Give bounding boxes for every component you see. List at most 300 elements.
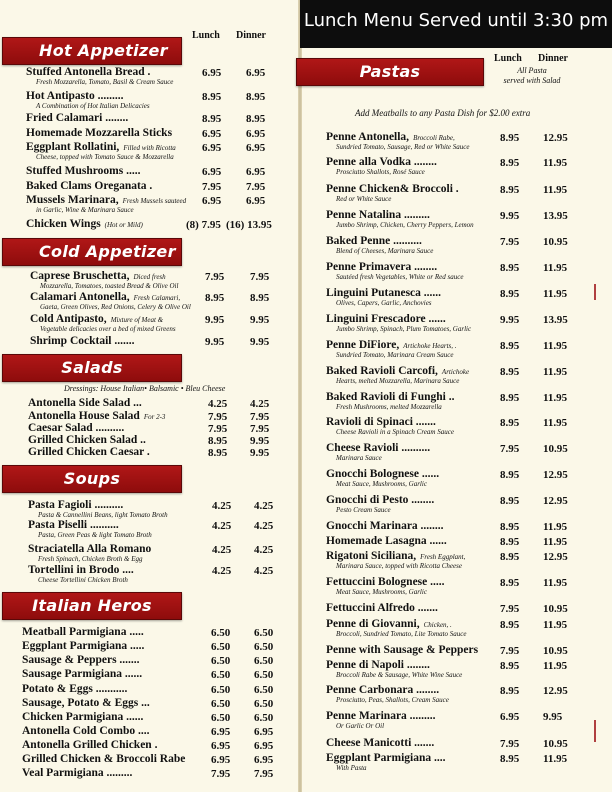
menu-item (326, 416, 454, 436)
item-description: Pasta & Cannellini Beans, light Tomato Broth (38, 511, 168, 519)
item-name (326, 183, 459, 195)
menu-item (28, 397, 142, 409)
lunch-price: 6.50 (211, 712, 231, 724)
menu-item (22, 739, 157, 751)
lunch-column-label: Lunch (192, 30, 220, 41)
dinner-price: 12.95 (543, 551, 568, 563)
item-name (326, 602, 438, 614)
item-name (26, 180, 152, 192)
lunch-price: 7.95 (202, 181, 222, 193)
item-name (28, 519, 152, 531)
item-description: in Garlic, Wine & Marinara Sauce (36, 206, 134, 214)
lunch-price: 8.95 (205, 292, 225, 304)
menu-item (326, 391, 454, 411)
lunch-price: 7.95 (500, 443, 520, 455)
dinner-price: 6.50 (254, 698, 274, 710)
lunch-price: 8.95 (500, 521, 520, 533)
item-description: Broccoli, Sundried Tomato, Lite Tomato Sauce (336, 630, 467, 638)
dinner-price: 6.50 (254, 641, 274, 653)
column-divider (298, 0, 302, 792)
dinner-price: 6.95 (246, 166, 266, 178)
item-name (26, 194, 186, 206)
item-title: Stuffed Antonella Bread . (26, 66, 151, 78)
item-title: Grilled Chicken Salad .. (28, 434, 146, 446)
menu-item (30, 291, 191, 311)
item-name (22, 668, 142, 680)
item-name (28, 422, 124, 434)
lunch-price: 7.95 (500, 603, 520, 615)
item-note: Artichoke Hearts, . (403, 342, 457, 350)
item-title: Baked Ravioli di Funghi .. (326, 391, 455, 403)
dinner-price: 11.95 (543, 340, 568, 352)
item-name (22, 711, 143, 723)
item-note: Artichoke (441, 368, 470, 376)
item-title: Gnocchi Marinara ........ (326, 520, 444, 532)
lunch-price: 6.95 (202, 67, 222, 79)
dinner-price: 13.95 (543, 314, 568, 326)
section-header-salads (2, 354, 182, 382)
lunch-price: 7.95 (211, 768, 231, 780)
menu-item (326, 183, 459, 203)
menu-item (28, 446, 150, 458)
dinner-price: 11.95 (543, 753, 568, 765)
item-description: Marinara Sauce, topped with Ricotta Cheese (336, 562, 462, 570)
item-name (326, 468, 439, 480)
lunch-price: 6.50 (211, 669, 231, 681)
lunch-price: 8.95 (500, 619, 520, 631)
item-description: Olives, Capers, Garlic, Anchovies (336, 299, 432, 307)
item-description: Cheese Tortellini Chicken Broth (38, 576, 128, 584)
item-name (30, 270, 178, 282)
menu-item (326, 131, 470, 151)
dinner-price: 4.25 (254, 520, 274, 532)
menu-item (26, 90, 150, 110)
menu-item (326, 235, 433, 255)
item-note: Fresh Calamari, (133, 294, 181, 302)
menu-item (22, 683, 127, 695)
dinner-price: 6.95 (246, 142, 266, 154)
item-name (326, 710, 436, 722)
menu-item (326, 339, 457, 359)
item-name (326, 287, 441, 299)
dinner-price: 4.25 (254, 500, 274, 512)
item-title: Eggplant Parmigiana ..... (22, 640, 145, 652)
lunch-price: 6.50 (211, 655, 231, 667)
menu-item (326, 365, 469, 385)
menu-item (326, 535, 447, 547)
lunch-price: 6.95 (211, 726, 231, 738)
item-description: With Pasta (336, 764, 367, 772)
item-title: Baked Ravioli Carcofi, (326, 365, 438, 377)
item-description: Marinara Sauce (336, 454, 382, 462)
item-title: Antonella Side Salad ... (28, 397, 142, 409)
edge-mark (594, 720, 596, 742)
lunch-price: 8.95 (500, 685, 520, 697)
lunch-price: 4.25 (212, 520, 232, 532)
item-title: Fried Calamari ........ (26, 112, 129, 124)
item-name (326, 520, 444, 532)
item-title: Meatball Parmigiana ..... (22, 626, 144, 638)
dinner-price: 11.95 (543, 184, 568, 196)
section-header-hot-appetizer (2, 37, 182, 65)
menu-item (26, 165, 140, 177)
dinner-price: 7.95 (254, 768, 274, 780)
item-name (22, 725, 149, 737)
item-title: Homemade Lasagna ...... (326, 535, 447, 547)
dinner-price: 6.95 (254, 754, 274, 766)
menu-item (22, 725, 149, 737)
lunch-price: 4.25 (212, 565, 232, 577)
item-name (26, 218, 143, 230)
item-name (26, 127, 172, 139)
item-description: A Combination of Hot Italian Delicacies (36, 102, 150, 110)
item-title: Fettuccini Alfredo ....... (326, 602, 438, 614)
menu-item (326, 209, 474, 229)
dinner-price: 11.95 (543, 619, 568, 631)
item-description: Sundried Tomato, Marinara Cream Sauce (336, 351, 454, 359)
menu-item (326, 618, 466, 638)
menu-item (28, 564, 134, 584)
item-description: Gaeta, Green Olives, Red Onions, Celery & Olive Oil (40, 303, 191, 311)
item-name (326, 416, 454, 428)
item-name (22, 626, 144, 638)
item-title: Penne Primavera ........ (326, 261, 438, 273)
menu-item (326, 659, 462, 679)
item-note: Fresh Eggplant, (420, 553, 466, 561)
item-title: Veal Parmigiana ......... (22, 767, 133, 779)
menu-item (30, 335, 134, 347)
menu-item (326, 550, 465, 570)
item-name (326, 618, 466, 630)
section-header-soups (2, 465, 182, 493)
menu-item (326, 684, 449, 704)
item-title: Calamari Antonella, (30, 291, 130, 303)
lunch-price: 6.95 (202, 142, 222, 154)
dinner-price: 7.95 (250, 411, 270, 423)
dinner-price: 6.95 (246, 195, 266, 207)
section-title: Cold Appetizer (39, 242, 176, 261)
item-name (22, 683, 127, 695)
item-name (28, 397, 142, 409)
dinner-price: 9.95 (250, 447, 270, 459)
lunch-price: 8.95 (208, 447, 228, 459)
item-title: Sausage, Potato & Eggs ... (22, 697, 150, 709)
item-title: Tortellini in Brodo .... (28, 564, 134, 576)
dinner-price: 6.50 (254, 655, 274, 667)
item-title: Eggplant Rollatini, (26, 141, 120, 153)
section-title: Italian Heros (32, 596, 152, 615)
dinner-price: 8.95 (246, 91, 266, 103)
item-name (26, 66, 173, 78)
lunch-price: 8.95 (500, 469, 520, 481)
lunch-price: 8.95 (500, 536, 520, 548)
item-title: Penne Chicken& Broccoli . (326, 183, 459, 195)
lunch-price: 8.95 (500, 417, 520, 429)
dinner-price: 10.95 (543, 443, 568, 455)
item-name (30, 291, 191, 303)
item-description: Sundried Tomato, Sausage, Red or White Sauce (336, 143, 470, 151)
lunch-price: 8.95 (500, 132, 520, 144)
dinner-price: 7.95 (250, 423, 270, 435)
lunch-price: 8.95 (500, 495, 520, 507)
dinner-price: 6.95 (246, 67, 266, 79)
item-description: Sautéed fresh Vegetables, White or Red sauce (336, 273, 464, 281)
item-description: Hearts, melted Mozzarella, Marinara Sauce (336, 377, 460, 385)
item-name (22, 640, 144, 652)
section-header-pastas (296, 58, 484, 86)
lunch-price: 6.95 (202, 166, 222, 178)
item-note: Broccoli Rabe, (413, 134, 455, 142)
menu-item (26, 180, 152, 192)
item-title: Shrimp Cocktail ....... (30, 335, 135, 347)
salad-dressings-note: Dressings: House Italian• Balsamic • Bleu Cheese (64, 384, 226, 393)
lunch-price: 7.95 (500, 236, 520, 248)
menu-item (22, 753, 185, 765)
dinner-price: 10.95 (543, 738, 568, 750)
menu-item (28, 434, 146, 446)
meatballs-note: Add Meatballs to any Pasta Dish for $2.00 extra (355, 108, 531, 118)
dinner-column-label: Dinner (236, 30, 266, 41)
menu-item (326, 156, 437, 176)
menu-item (26, 194, 186, 214)
menu-item (26, 112, 128, 124)
dinner-price: 9.95 (543, 711, 563, 723)
item-title: Penne Marinara ......... (326, 710, 436, 722)
item-description: Fresh Mozzarella, Tomato, Basil & Cream Sauce (36, 78, 174, 86)
item-title: Baked Clams Oreganata . (26, 180, 153, 192)
item-name (28, 446, 150, 458)
dinner-price: 4.25 (254, 565, 274, 577)
lunch-price: 6.50 (211, 627, 231, 639)
dinner-price: 11.95 (543, 288, 568, 300)
item-title: Penne DiFiore, (326, 339, 400, 351)
item-title: Potato & Eggs ........... (22, 683, 128, 695)
item-title: Cheese Manicotti ....... (326, 737, 435, 749)
item-name (28, 499, 168, 511)
lunch-price: 8.95 (500, 753, 520, 765)
item-title: Chicken Parmigiana ...... (22, 711, 144, 723)
item-title: Antonella Cold Combo .... (22, 725, 150, 737)
item-title: Homemade Mozzarella Sticks (26, 127, 173, 139)
item-name (326, 752, 445, 764)
dinner-price: 11.95 (543, 417, 568, 429)
item-title: Linguini Putanesca ...... (326, 287, 442, 299)
dinner-price: 11.95 (543, 521, 568, 533)
menu-item (326, 520, 444, 532)
menu-item (22, 697, 150, 709)
lunch-price: 7.95 (208, 411, 228, 423)
dinner-price: 6.95 (254, 740, 274, 752)
item-note: Diced fresh (133, 273, 166, 281)
dinner-price: 11.95 (543, 577, 568, 589)
section-title: Soups (63, 469, 121, 488)
item-title: Sausage Parmigiana ...... (22, 668, 143, 680)
item-title: Ravioli di Spinaci ....... (326, 416, 436, 428)
item-description: Fresh Mushrooms, melted Mozzarella (336, 403, 442, 411)
dinner-price: 6.50 (254, 669, 274, 681)
item-name (30, 335, 134, 347)
lunch-price: 8.95 (500, 184, 520, 196)
dinner-price: 11.95 (543, 157, 568, 169)
menu-item (326, 737, 434, 749)
item-name (28, 564, 134, 576)
dinner-price: 6.95 (254, 726, 274, 738)
lunch-price: 8.95 (500, 551, 520, 563)
menu-item (26, 127, 172, 139)
menu-item (30, 313, 176, 333)
item-title: Linguini Frescadore ...... (326, 313, 446, 325)
menu-item (326, 468, 439, 488)
item-name (326, 442, 430, 454)
item-name (326, 391, 454, 403)
item-description: Vegetable delicacies over a bed of mixed Greens (40, 325, 176, 333)
item-name (28, 434, 146, 446)
item-title: Gnocchi Bolognese ...... (326, 468, 440, 480)
lunch-price: 8.95 (500, 157, 520, 169)
item-note: For 2-3 (143, 413, 166, 421)
menu-item (26, 141, 176, 161)
item-title: Caesar Salad .......... (28, 422, 125, 434)
item-name (326, 535, 447, 547)
item-name (326, 209, 474, 221)
item-title: Pasta Fagioli .......... (28, 499, 124, 511)
item-title: Baked Penne .......... (326, 235, 422, 247)
menu-item (326, 261, 463, 281)
menu-item (22, 640, 144, 652)
lunch-price: (8) 7.95 (186, 219, 221, 231)
dinner-price: 12.95 (543, 495, 568, 507)
item-name (326, 261, 463, 273)
item-name (326, 550, 465, 562)
lunch-price: 8.95 (500, 340, 520, 352)
item-title: Penne di Napoli ........ (326, 659, 430, 671)
lunch-price: 7.95 (205, 271, 225, 283)
lunch-price: 6.50 (211, 641, 231, 653)
lunch-price: 9.95 (205, 336, 225, 348)
item-name (326, 737, 434, 749)
menu-item (326, 752, 445, 772)
item-name (26, 112, 128, 124)
menu-item (22, 626, 144, 638)
item-note: (Hot or Mild) (104, 221, 143, 229)
lunch-price: 8.95 (500, 392, 520, 404)
menu-item (326, 710, 436, 730)
item-description: Blend of Cheeses, Marinara Sauce (336, 247, 434, 255)
pasta-lunch-column-label: Lunch (494, 53, 522, 64)
menu-item (22, 711, 143, 723)
item-title: Straciatella Alla Romano (28, 543, 152, 555)
item-description: Cheese, topped with Tomato Sauce & Mozzarella (36, 153, 174, 161)
item-name (22, 654, 140, 666)
item-name (326, 235, 433, 247)
item-title: Caprese Bruschetta, (30, 270, 130, 282)
item-description: Mozzarella, Tomatoes, toasted Bread & Olive Oil (40, 282, 179, 290)
menu-item (28, 543, 151, 563)
lunch-price: 6.95 (202, 195, 222, 207)
lunch-price: 7.95 (208, 423, 228, 435)
menu-item (326, 287, 441, 307)
dinner-price: 4.25 (254, 544, 274, 556)
dinner-price: 7.95 (246, 181, 266, 193)
menu-item (326, 576, 445, 596)
item-title: Stuffed Mushrooms ..... (26, 165, 141, 177)
item-name (26, 90, 150, 102)
item-description: Prosciutto Shallots, Rosé Sauce (336, 168, 425, 176)
item-title: Penne Antonella, (326, 131, 410, 143)
item-description: Pasta, Green Peas & light Tomato Broth (38, 531, 152, 539)
lunch-price: 6.95 (202, 128, 222, 140)
lunch-price: 8.95 (208, 435, 228, 447)
section-title: Salads (61, 358, 123, 377)
menu-item (326, 644, 478, 656)
item-name (28, 543, 151, 555)
item-title: Mussels Marinara, (26, 194, 119, 206)
menu-item (326, 602, 438, 614)
dinner-price: 6.50 (254, 684, 274, 696)
item-title: Hot Antipasto ......... (26, 90, 124, 102)
item-name (26, 165, 140, 177)
item-title: Penne Natalina ......... (326, 209, 430, 221)
dinner-price: 11.95 (543, 366, 568, 378)
lunch-hours-title: Lunch Menu Served until 3:30 pm (303, 10, 609, 31)
item-title: Penne alla Vodka ........ (326, 156, 437, 168)
item-name (28, 410, 165, 422)
item-title: Rigatoni Siciliana, (326, 550, 417, 562)
dinner-price: 9.95 (250, 314, 270, 326)
item-title: Penne Carbonara ........ (326, 684, 440, 696)
item-title: Antonella House Salad (28, 410, 140, 422)
lunch-price: 9.95 (500, 314, 520, 326)
menu-item (28, 499, 168, 519)
lunch-price: 7.95 (500, 738, 520, 750)
lunch-price: 7.95 (500, 645, 520, 657)
menu-item (22, 654, 140, 666)
dinner-price: 4.25 (250, 398, 270, 410)
menu-item (28, 410, 165, 422)
pasta-salad-note: All Pasta served with Salad (503, 66, 561, 85)
item-name (22, 767, 132, 779)
lunch-price: 6.95 (211, 754, 231, 766)
item-name (22, 739, 157, 751)
menu-item (26, 66, 173, 86)
dinner-price: (16) 13.95 (226, 219, 272, 231)
dinner-price: 6.95 (246, 128, 266, 140)
dinner-price: 12.95 (543, 132, 568, 144)
item-name (326, 684, 449, 696)
item-name (326, 156, 437, 168)
menu-item (30, 270, 178, 290)
item-title: Cold Antipasto, (30, 313, 107, 325)
item-title: Grilled Chicken & Broccoli Rabe (22, 753, 186, 765)
lunch-price: 8.95 (500, 288, 520, 300)
edge-mark (594, 284, 596, 300)
section-title: Pastas (359, 62, 421, 81)
lunch-price: 4.25 (208, 398, 228, 410)
item-title: Penne di Giovanni, (326, 618, 420, 630)
dinner-price: 8.95 (246, 113, 266, 125)
lunch-price: 8.95 (500, 577, 520, 589)
item-name (326, 644, 478, 656)
item-name (326, 313, 471, 325)
dinner-price: 11.95 (543, 536, 568, 548)
item-note: Fresh Mussels sauteed (122, 197, 187, 205)
lunch-price: 9.95 (205, 314, 225, 326)
menu-item (28, 422, 124, 434)
item-description: Red or White Sauce (336, 195, 392, 203)
item-description: Jumbo Shrimp, Chicken, Cherry Peppers, Lemon (336, 221, 474, 229)
lunch-price: 8.95 (500, 660, 520, 672)
item-name (326, 659, 462, 671)
